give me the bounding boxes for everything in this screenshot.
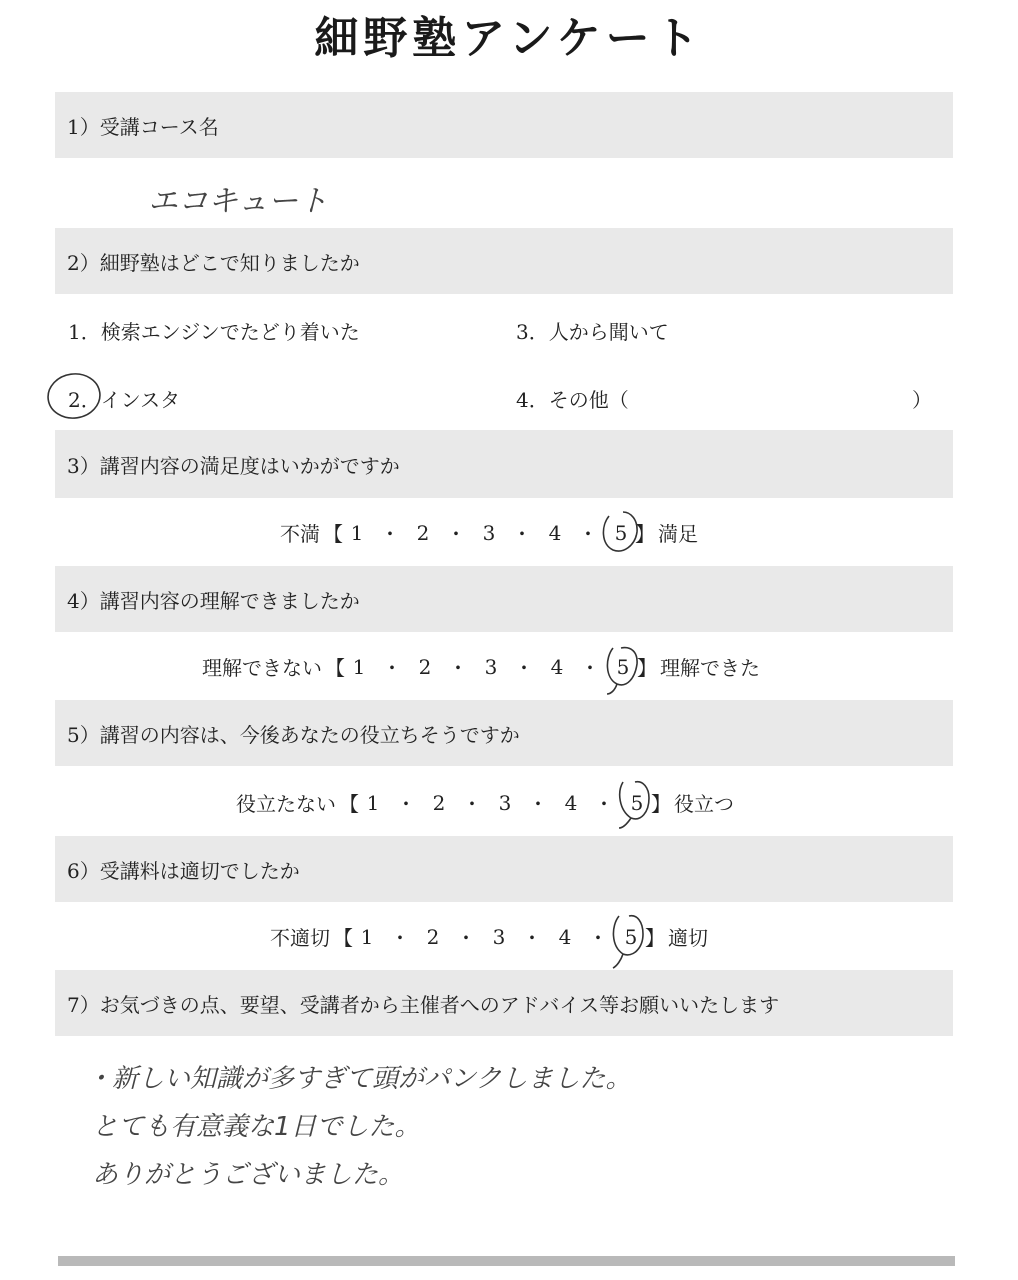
question-5-label: 5）講習の内容は、今後あなたの役立ちそうですか	[67, 722, 520, 747]
scale-left-label: 不満	[280, 522, 320, 546]
fee-scale: 不適切 【 1 ・ 2 ・ 3 ・ 4 ・ 5 】 適切	[270, 922, 708, 951]
scale-option: 4	[548, 520, 562, 545]
option-word-of-mouth: 3．人から聞いて	[516, 320, 669, 344]
question-3-header	[55, 430, 953, 498]
scale-option: 3	[482, 520, 496, 545]
question-1-label: 1）受講コース名	[67, 114, 219, 139]
scale-option: 3	[492, 924, 506, 949]
question-1-header	[55, 92, 953, 158]
question-2-label: 2）細野塾はどこで知りましたか	[67, 250, 360, 275]
scale-option: 4	[564, 790, 578, 815]
scale-left-label: 不適切	[270, 926, 330, 950]
scale-right-label: 適切	[668, 926, 708, 950]
option-other: 4．その他（	[516, 388, 629, 412]
option-other-close-paren: ）	[912, 388, 932, 412]
scale-option-selected: 5	[620, 925, 642, 949]
comment-line: ありがとうございました。	[92, 1160, 405, 1190]
scale-option: 2	[426, 924, 440, 949]
understanding-scale: 理解できない 【 1 ・ 2 ・ 3 ・ 4 ・ 5 】 理解できた	[202, 652, 760, 681]
survey-title: 細野塾アンケート	[314, 13, 704, 64]
scale-option: 1	[360, 924, 374, 949]
option-search-engine: 1．検索エンジンでたどり着いた	[68, 320, 360, 344]
bottom-divider	[58, 1256, 955, 1266]
scale-option: 1	[352, 654, 366, 679]
scale-option: 1	[350, 520, 364, 545]
question-7-header	[55, 970, 953, 1036]
question-3-label: 3）講習内容の満足度はいかがですか	[67, 453, 400, 478]
scale-right-label: 役立つ	[674, 792, 734, 816]
question-2-header	[55, 228, 953, 294]
scale-option: 2	[432, 790, 446, 815]
scale-option: 4	[550, 654, 564, 679]
question-6-header	[55, 836, 953, 902]
scale-left-label: 役立たない	[236, 792, 336, 816]
course-name-answer: エコキュート	[148, 184, 328, 219]
scale-option: 2	[416, 520, 430, 545]
scale-option-selected: 5	[610, 521, 632, 545]
option-instagram: 2．インスタ	[68, 384, 180, 413]
question-5-header	[55, 700, 953, 766]
usefulness-scale: 役立たない 【 1 ・ 2 ・ 3 ・ 4 ・ 5 】 役立つ	[236, 788, 734, 817]
scale-option: 3	[484, 654, 498, 679]
scale-right-label: 満足	[658, 522, 698, 546]
scale-option: 2	[418, 654, 432, 679]
satisfaction-scale: 不満 【 1 ・ 2 ・ 3 ・ 4 ・ 5 】 満足	[280, 518, 698, 547]
question-4-label: 4）講習内容の理解できましたか	[67, 588, 360, 613]
scale-option: 1	[366, 790, 380, 815]
scale-left-label: 理解できない	[202, 656, 322, 680]
question-6-label: 6）受講料は適切でしたか	[67, 858, 300, 883]
scale-right-label: 理解できた	[660, 656, 760, 680]
scale-option-selected: 5	[612, 655, 634, 679]
question-4-header	[55, 566, 953, 632]
question-7-label: 7）お気づきの点、要望、受講者から主催者へのアドバイス等お願いいたします	[67, 992, 780, 1017]
scale-option: 3	[498, 790, 512, 815]
selection-circle	[48, 370, 118, 424]
comment-line: とても有意義な1日でした。	[92, 1112, 421, 1142]
comment-line: ・新しい知識が多すぎて頭がパンクしました。	[86, 1064, 632, 1094]
scale-option: 4	[558, 924, 572, 949]
scale-option-selected: 5	[626, 791, 648, 815]
